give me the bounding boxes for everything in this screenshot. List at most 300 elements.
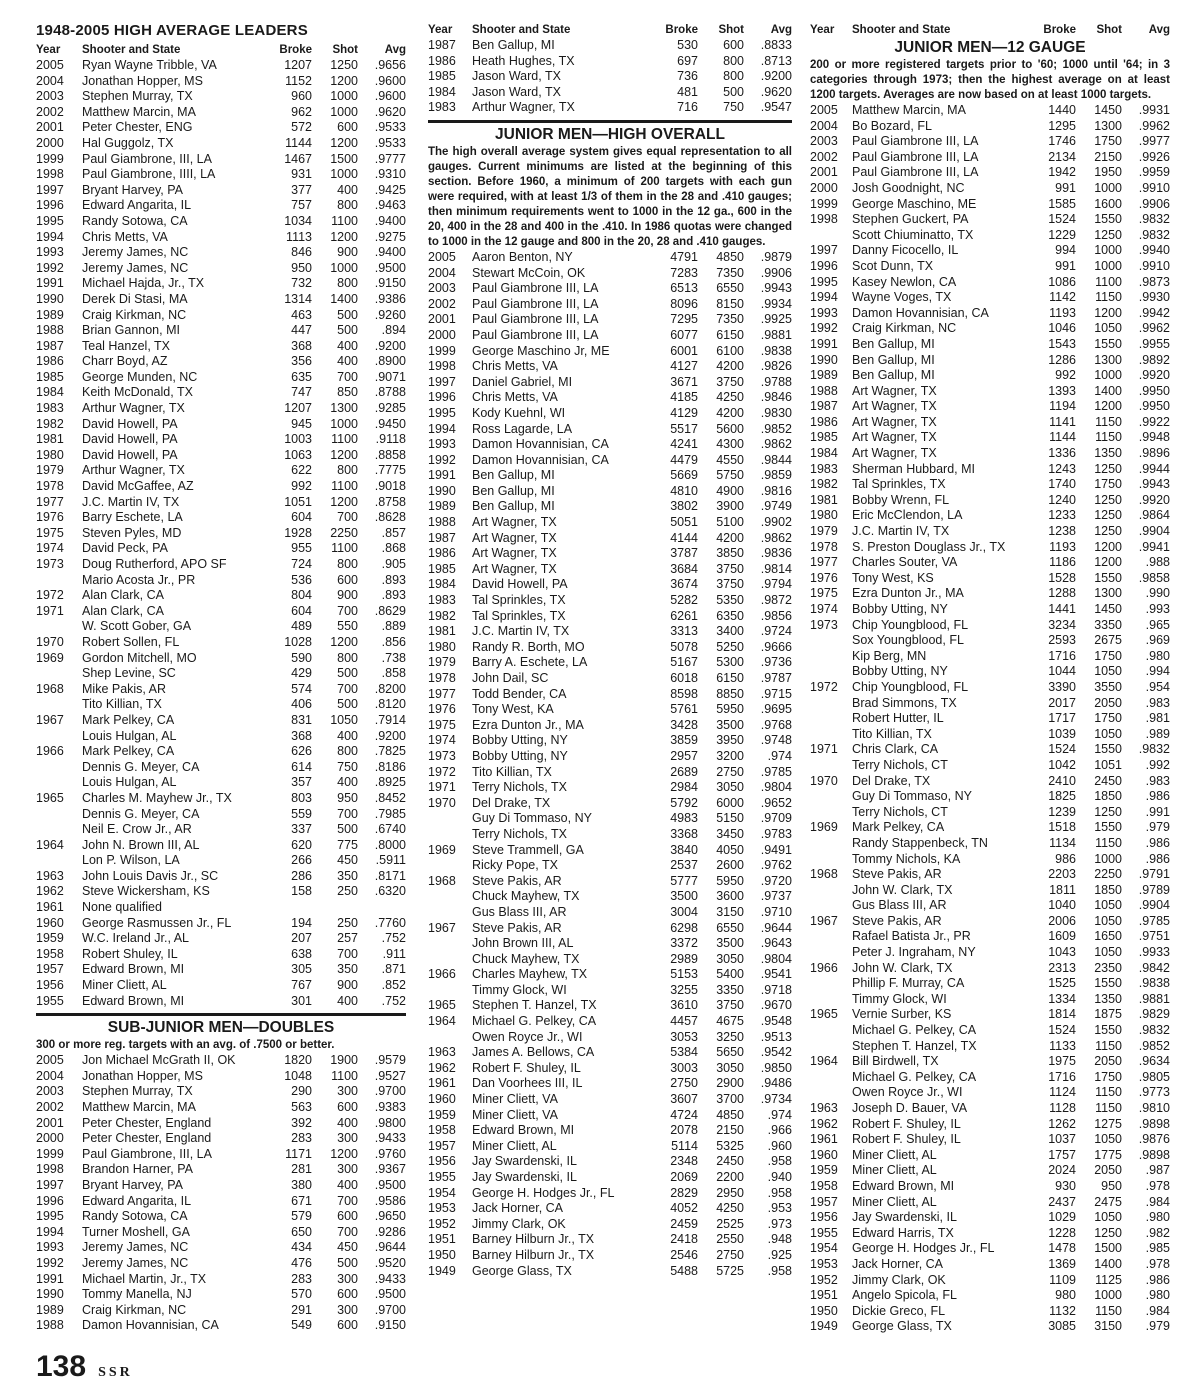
- cell-shooter: David Howell, PA: [82, 416, 178, 431]
- high-average-leaders-table: [36, 58, 406, 1009]
- cell-broke: 6001: [670, 343, 698, 358]
- cell-shot: 4300: [716, 437, 744, 452]
- cell-year: 1992: [36, 1255, 64, 1270]
- cell-shooter: Art Wagner, TX: [472, 546, 557, 561]
- cell-broke: 4724: [670, 1107, 698, 1122]
- cell-year: 1970: [810, 773, 838, 788]
- cell-shooter: Chris Metts, VA: [472, 359, 558, 374]
- cell-shooter: Teal Hanzel, TX: [82, 338, 171, 353]
- cell-broke: 377: [291, 182, 312, 197]
- cell-avg: .9816: [760, 483, 792, 498]
- cell-broke: 1193: [1049, 305, 1076, 320]
- cell-broke: 4127: [670, 359, 698, 374]
- cell-avg: .857: [381, 525, 406, 540]
- cell-avg: .752: [381, 993, 406, 1008]
- cell-avg: .9904: [1138, 524, 1170, 539]
- cell-avg: .6320: [374, 884, 406, 899]
- table-row: [810, 259, 1170, 275]
- cell-shot: 4850: [716, 1107, 744, 1122]
- cell-shooter: Michael G. Pelkey, CA: [472, 1014, 597, 1029]
- table-row: [428, 390, 792, 406]
- cell-shooter: Miner Cliett, AL: [852, 1147, 937, 1162]
- cell-shot: 2050: [1094, 1054, 1122, 1069]
- cell-broke: 3368: [670, 826, 698, 841]
- cell-broke: 559: [291, 806, 312, 821]
- cell-shot: 1300: [330, 401, 358, 416]
- table-row: [36, 479, 406, 495]
- table-row: [428, 1092, 792, 1108]
- cell-shooter: Steve Pakis, AR: [852, 913, 942, 928]
- cell-shooter: Jeremy James, NC: [82, 1255, 189, 1270]
- cell-shot: 1200: [330, 73, 358, 88]
- cell-shooter: Ben Gallup, MI: [472, 483, 555, 498]
- cell-broke: 1063: [284, 447, 312, 462]
- cell-shooter: Chuck Mayhew, TX: [472, 889, 580, 904]
- cell-shooter: Paul Giambrone III, LA: [852, 149, 979, 164]
- cell-shot: 3450: [716, 826, 744, 841]
- table-row: [810, 508, 1170, 524]
- cell-shot: 6100: [716, 343, 744, 358]
- cell-broke: 1467: [284, 151, 312, 166]
- cell-shooter: Mark Pelkey, CA: [82, 744, 175, 759]
- cell-shot: 1550: [1094, 570, 1122, 585]
- header-shot: Shot: [718, 24, 744, 36]
- cell-avg: .993: [1145, 602, 1170, 616]
- cell-shooter: Ben Gallup, MI: [472, 468, 555, 483]
- cell-broke: 1716: [1048, 1069, 1076, 1084]
- cell-shot: 4550: [716, 452, 744, 467]
- cell-avg: .986: [1145, 1272, 1170, 1287]
- cell-year: [36, 729, 82, 745]
- table-row: [810, 945, 1170, 961]
- cell-shot: 4675: [716, 1014, 744, 1029]
- cell-avg: .9695: [760, 702, 792, 717]
- cell-avg: [358, 900, 406, 916]
- cell-broke: 590: [291, 650, 312, 665]
- cell-avg: .973: [767, 1216, 792, 1231]
- cell-year: 1987: [428, 530, 456, 545]
- cell-avg: .893: [381, 588, 406, 603]
- cell-avg: .9200: [374, 338, 406, 353]
- cell-shooter: Kody Kuehnl, WI: [472, 405, 566, 420]
- cell-shot: 500: [337, 697, 358, 712]
- cell-year: 1980: [428, 639, 456, 654]
- cell-shooter: Keith McDonald, TX: [82, 385, 193, 400]
- cell-shooter: Steve Wickersham, KS: [82, 884, 210, 899]
- cell-shot: 8150: [716, 296, 744, 311]
- cell-avg: .980: [1145, 1210, 1170, 1225]
- table-row: [810, 337, 1170, 353]
- cell-avg: .986: [1145, 835, 1170, 850]
- cell-avg: .9018: [374, 479, 406, 494]
- cell-shooter: Edward Angarita, IL: [82, 1193, 192, 1208]
- cell-shot: 1775: [1094, 1147, 1122, 1162]
- cell-year: 1995: [810, 274, 838, 289]
- cell-shooter: Chip Youngblood, FL: [852, 617, 969, 632]
- cell-avg: .9906: [1138, 196, 1170, 211]
- cell-avg: .9700: [374, 1302, 406, 1317]
- cell-year: [810, 929, 852, 945]
- cell-year: 1951: [428, 1232, 456, 1247]
- cell-avg: .9620: [760, 84, 792, 99]
- cell-year: 1956: [36, 978, 64, 993]
- table-row: [810, 961, 1170, 977]
- cell-shooter: Dan Voorhees III, IL: [472, 1076, 583, 1091]
- cell-year: [810, 789, 852, 805]
- cell-shooter: Lon P. Wilson, LA: [82, 853, 180, 868]
- cell-broke: 831: [291, 712, 312, 727]
- cell-year: 1964: [36, 837, 64, 852]
- table-row: [36, 308, 406, 324]
- cell-broke: 950: [291, 260, 312, 275]
- cell-shooter: Timmy Glock, WI: [472, 982, 567, 997]
- cell-shooter: George Maschino, ME: [852, 196, 977, 211]
- cell-broke: 3003: [670, 1060, 698, 1075]
- cell-shot: 800: [337, 463, 358, 478]
- cell-shooter: Peter Chester, England: [82, 1115, 212, 1130]
- cell-year: 1983: [428, 593, 456, 608]
- cell-shot: 3600: [716, 889, 744, 904]
- cell-year: 1983: [428, 100, 456, 115]
- cell-broke: 2134: [1048, 149, 1076, 164]
- header-avg: Avg: [770, 24, 792, 36]
- table-row: [428, 889, 792, 905]
- cell-shooter: Josh Goodnight, NC: [852, 180, 965, 195]
- cell-shooter: Bo Bozard, FL: [852, 118, 932, 133]
- cell-avg: .9906: [760, 265, 792, 280]
- cell-year: 1982: [36, 416, 64, 431]
- cell-avg: .9881: [1138, 991, 1170, 1006]
- cell-broke: 1124: [1049, 1085, 1076, 1100]
- cell-avg: .9760: [374, 1146, 406, 1161]
- cell-avg: .9959: [1138, 165, 1170, 180]
- header-broke: Broke: [1043, 24, 1076, 36]
- cell-shot: 5300: [716, 655, 744, 670]
- cell-shooter: Tony West, KS: [852, 570, 934, 585]
- cell-shot: 1850: [1094, 789, 1122, 804]
- table-row: [428, 577, 792, 593]
- cell-shooter: Scott Chiuminatto, TX: [852, 227, 974, 242]
- cell-year: 1993: [428, 437, 456, 452]
- cell-shot: 6550: [716, 281, 744, 296]
- cell-broke: 747: [291, 385, 312, 400]
- cell-year: 2005: [36, 58, 64, 72]
- cell-year: 1961: [810, 1132, 838, 1147]
- cell-avg: .958: [767, 1263, 792, 1278]
- cell-shot: 3350: [1094, 617, 1122, 632]
- cell-broke: 549: [291, 1318, 312, 1333]
- table-row: [428, 1045, 792, 1061]
- cell-year: 1956: [428, 1154, 456, 1169]
- cell-year: 1980: [36, 447, 64, 462]
- cell-shot: 2550: [716, 1232, 744, 1247]
- cell-year: 1993: [810, 305, 838, 320]
- table-row: [428, 100, 792, 116]
- cell-broke: 1040: [1048, 898, 1076, 913]
- cell-avg: .9934: [760, 296, 792, 311]
- cell-year: 1966: [36, 744, 64, 759]
- cell-year: 1960: [428, 1092, 456, 1107]
- cell-shooter: Robert F. Shuley, IL: [852, 1132, 961, 1147]
- table-row: [428, 1201, 792, 1217]
- cell-shot: 400: [337, 728, 358, 743]
- cell-avg: .9486: [760, 1076, 792, 1091]
- cell-year: 1953: [428, 1201, 456, 1216]
- cell-shot: 5350: [716, 593, 744, 608]
- cell-avg: .9864: [1138, 508, 1170, 523]
- cell-shooter: George Glass, TX: [472, 1263, 572, 1278]
- cell-shot: 1200: [330, 229, 358, 244]
- cell-avg: .8758: [374, 494, 406, 509]
- cell-shooter: John N. Brown III, AL: [82, 837, 200, 852]
- table-row: [810, 1241, 1170, 1257]
- cell-year: [428, 936, 472, 952]
- table-row: [428, 702, 792, 718]
- cell-year: [810, 228, 852, 244]
- cell-shooter: Craig Kirkman, NC: [82, 307, 187, 322]
- cell-shooter: J.C. Martin IV, TX: [472, 624, 570, 639]
- cell-shooter: Edward Brown, MI: [82, 993, 185, 1008]
- cell-broke: 4144: [670, 530, 698, 545]
- cell-shooter: David Peck, PA: [82, 541, 168, 556]
- cell-broke: 1814: [1048, 1007, 1076, 1022]
- cell-avg: .9533: [374, 120, 406, 135]
- cell-year: [810, 898, 852, 914]
- cell-year: 2002: [810, 149, 838, 164]
- cell-broke: 392: [291, 1115, 312, 1130]
- cell-year: 1984: [428, 577, 456, 592]
- cell-broke: 5517: [670, 421, 698, 436]
- cell-broke: 1811: [1049, 882, 1076, 897]
- cell-year: 1996: [36, 1193, 64, 1208]
- cell-broke: 434: [291, 1240, 312, 1255]
- cell-avg: .9748: [760, 733, 792, 748]
- cell-shooter: Mark Pelkey, CA: [82, 712, 175, 727]
- cell-shot: 1150: [1095, 1038, 1122, 1053]
- cell-year: [810, 1085, 852, 1101]
- cell-avg: .987: [1145, 1163, 1170, 1178]
- cell-shot: 600: [337, 1318, 358, 1333]
- cell-year: 1999: [810, 196, 838, 211]
- cell-shot: 900: [337, 978, 358, 993]
- table-row: [36, 853, 406, 869]
- cell-shot: 300: [337, 1162, 358, 1177]
- cell-shooter: Stephen Guckert, PA: [852, 212, 969, 227]
- cell-shot: 1000: [1094, 243, 1122, 258]
- cell-broke: 5777: [670, 873, 698, 888]
- cell-shooter: Stephen Murray, TX: [82, 1084, 193, 1099]
- cell-shooter: Bryant Harvey, PA: [82, 182, 183, 197]
- cell-shot: 1100: [331, 479, 358, 494]
- cell-shot: 2250: [1094, 867, 1122, 882]
- cell-avg: .8900: [374, 354, 406, 369]
- cell-shooter: Robert F. Shuley, IL: [472, 1060, 581, 1075]
- table-row: [810, 914, 1170, 930]
- cell-shooter: Miner Cliett, VA: [472, 1107, 558, 1122]
- column-1: [36, 22, 406, 1334]
- cell-broke: 2348: [670, 1154, 698, 1169]
- table-row: [36, 1287, 406, 1303]
- table-row: [810, 1101, 1170, 1117]
- cell-shot: 3750: [716, 374, 744, 389]
- cell-broke: 380: [291, 1177, 312, 1192]
- cell-year: 1976: [810, 570, 838, 585]
- cell-year: 1996: [810, 258, 838, 273]
- cell-shot: 1150: [1095, 1101, 1122, 1115]
- cell-broke: 804: [291, 588, 312, 603]
- header-broke: Broke: [665, 24, 698, 36]
- cell-shooter: Bobby Utting, NY: [852, 664, 948, 679]
- cell-shot: 2525: [716, 1216, 744, 1231]
- cell-year: 1991: [36, 276, 64, 291]
- cell-avg: .9656: [374, 58, 406, 72]
- cell-shot: 1100: [331, 1068, 358, 1083]
- header-shooter: Shooter and State: [852, 24, 951, 36]
- cell-shooter: Tony West, KA: [472, 702, 554, 717]
- cell-avg: .852: [381, 978, 406, 993]
- table-row: [810, 1148, 1170, 1164]
- cell-shooter: Art Wagner, TX: [852, 399, 937, 414]
- cell-avg: .9862: [760, 437, 792, 452]
- cell-year: 2002: [36, 104, 64, 119]
- table-row: [810, 399, 1170, 415]
- cell-shooter: John Brown III, AL: [472, 936, 574, 951]
- cell-broke: 266: [291, 853, 312, 868]
- table-row: [36, 292, 406, 308]
- cell-shooter: George Glass, TX: [852, 1319, 952, 1334]
- cell-shooter: Aaron Benton, NY: [472, 249, 573, 264]
- cell-avg: .905: [381, 557, 406, 571]
- cell-avg: .8120: [374, 697, 406, 712]
- cell-avg: .9666: [760, 639, 792, 654]
- cell-shot: 1125: [1095, 1272, 1122, 1287]
- cell-shooter: George Maschino Jr, ME: [472, 343, 610, 358]
- cell-avg: .9773: [1138, 1085, 1170, 1100]
- cell-avg: .9709: [760, 811, 792, 826]
- cell-broke: 2989: [670, 951, 698, 966]
- table-row: [36, 120, 406, 136]
- cell-year: 1973: [810, 617, 838, 632]
- cell-shooter: Michael G. Pelkey, CA: [852, 1069, 977, 1084]
- cell-year: [810, 758, 852, 774]
- table-row: [810, 696, 1170, 712]
- table-row: [36, 1147, 406, 1163]
- cell-broke: 4810: [670, 483, 698, 498]
- cell-shot: 1050: [1094, 945, 1122, 960]
- cell-avg: .992: [1145, 757, 1170, 772]
- cell-avg: .966: [767, 1123, 792, 1138]
- cell-broke: 3085: [1048, 1319, 1076, 1334]
- cell-year: 2001: [428, 312, 456, 327]
- cell-avg: .9762: [760, 858, 792, 873]
- cell-shot: 250: [337, 915, 358, 930]
- cell-year: 1989: [810, 368, 838, 383]
- cell-shot: 700: [337, 510, 358, 525]
- cell-avg: .9724: [760, 624, 792, 639]
- cell-year: [428, 889, 472, 905]
- cell-shooter: David Howell, PA: [82, 432, 178, 447]
- cell-shot: 1200: [330, 135, 358, 150]
- cell-avg: .893: [381, 572, 406, 587]
- cell-year: 1994: [36, 1224, 64, 1239]
- cell-shot: 1300: [1094, 352, 1122, 367]
- cell-shot: 400: [337, 354, 358, 369]
- cell-shot: 1200: [330, 447, 358, 462]
- cell-shot: 1050: [1094, 321, 1122, 336]
- cell-broke: 604: [291, 510, 312, 525]
- cell-broke: 1928: [284, 525, 312, 540]
- table-row: [36, 526, 406, 542]
- cell-avg: .9652: [760, 795, 792, 810]
- cell-avg: .9830: [760, 405, 792, 420]
- cell-shooter: Hal Guggolz, TX: [82, 135, 174, 150]
- cell-shot: 3750: [716, 577, 744, 592]
- cell-shooter: Paul Giambrone, III, LA: [82, 1146, 212, 1161]
- cell-shot: 1550: [1094, 1023, 1122, 1038]
- cell-broke: 6261: [670, 608, 698, 623]
- cell-year: 2000: [428, 327, 456, 342]
- cell-year: 1974: [810, 602, 838, 616]
- cell-year: [36, 822, 82, 838]
- cell-year: 1963: [810, 1101, 838, 1115]
- cell-shot: 5750: [716, 468, 744, 483]
- table-row: [810, 992, 1170, 1008]
- cell-avg: .7825: [374, 744, 406, 759]
- cell-year: 1990: [428, 483, 456, 498]
- cell-broke: 463: [291, 307, 312, 322]
- cell-broke: 5669: [670, 468, 698, 483]
- cell-avg: .8186: [374, 759, 406, 774]
- cell-broke: 1238: [1048, 524, 1076, 539]
- cell-broke: 3840: [670, 842, 698, 857]
- table-row: [428, 967, 792, 983]
- cell-broke: 1369: [1048, 1256, 1076, 1271]
- cell-shot: 3500: [716, 936, 744, 951]
- cell-shooter: Del Drake, TX: [852, 773, 931, 788]
- cell-shooter: George Rasmussen Jr., FL: [82, 915, 232, 930]
- header-year: Year: [36, 44, 61, 56]
- cell-broke: 356: [291, 354, 312, 369]
- cell-avg: .9785: [760, 764, 792, 779]
- table-row: [810, 711, 1170, 727]
- cell-avg: .9872: [760, 593, 792, 608]
- cell-avg: .9670: [760, 998, 792, 1013]
- cell-shooter: John W. Clark, TX: [852, 960, 953, 975]
- cell-shooter: Steven Pyles, MD: [82, 525, 182, 540]
- cell-year: 1998: [428, 359, 456, 374]
- cell-avg: .9933: [1138, 945, 1170, 960]
- cell-avg: .9367: [374, 1162, 406, 1177]
- cell-broke: 570: [291, 1287, 312, 1302]
- cell-year: 2003: [810, 134, 838, 149]
- cell-shooter: Bobby Utting, NY: [852, 602, 948, 616]
- cell-year: 1985: [428, 561, 456, 576]
- cell-shooter: Edward Angarita, IL: [82, 198, 192, 213]
- cell-shot: 600: [723, 38, 744, 52]
- cell-broke: 1193: [1049, 539, 1076, 554]
- junior-high-overall-table: [428, 250, 792, 1279]
- cell-avg: .8833: [760, 38, 792, 52]
- cell-shot: 7350: [716, 265, 744, 280]
- cell-shooter: Damon Hovannisian, CA: [472, 452, 609, 467]
- table-row: [810, 368, 1170, 384]
- cell-avg: .986: [1145, 851, 1170, 866]
- cell-year: 1962: [36, 884, 64, 899]
- cell-shot: 5400: [716, 967, 744, 982]
- cell-broke: 1825: [1048, 789, 1076, 804]
- cell-year: 1987: [428, 38, 456, 52]
- cell-broke: 1240: [1048, 492, 1076, 507]
